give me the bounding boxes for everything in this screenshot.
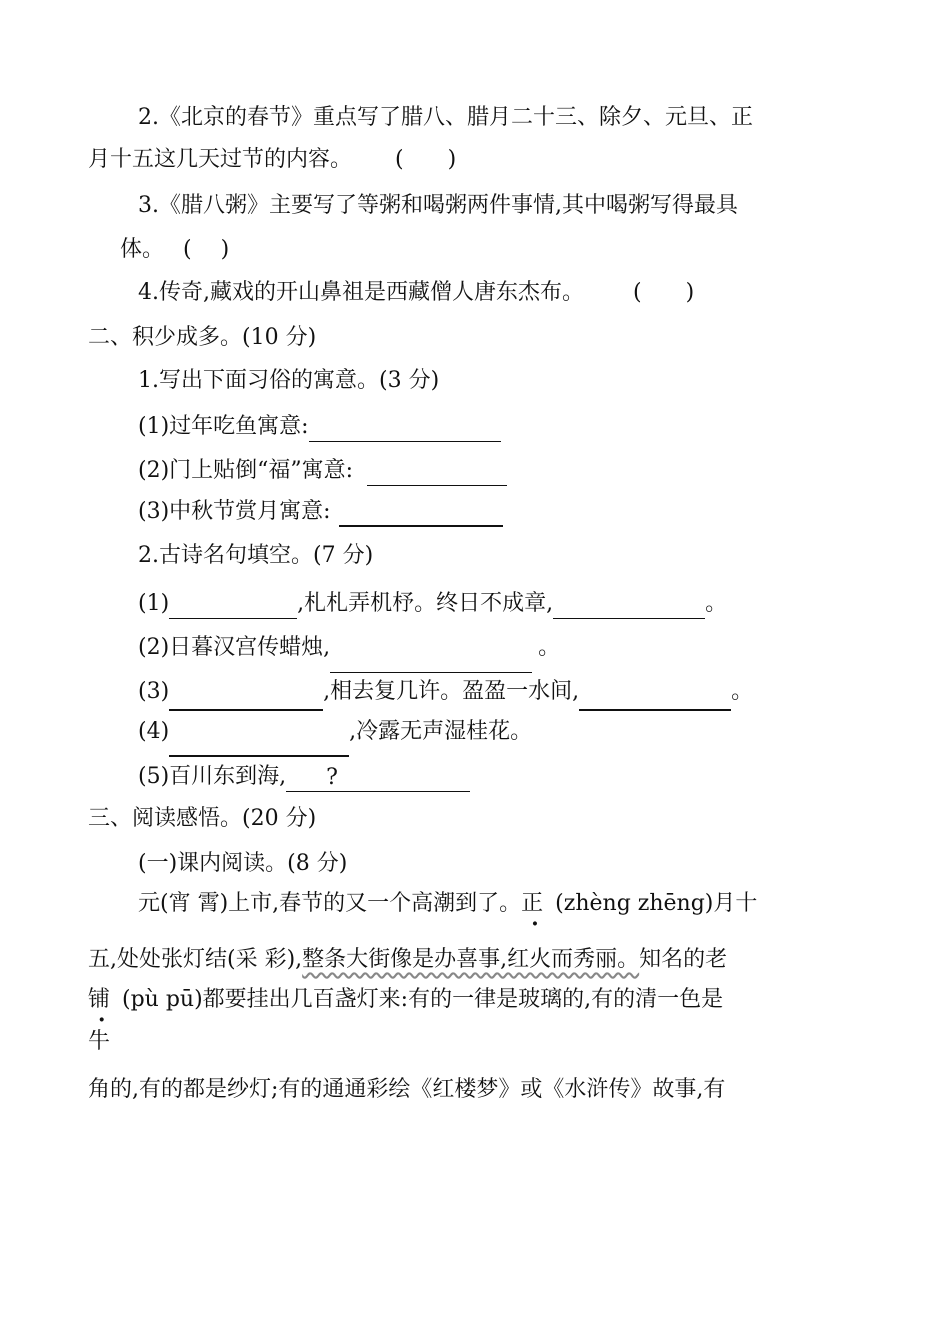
judge-q2-text: 月十五这几天过节的内容。 [88,147,353,172]
poem-item-2 [138,633,560,663]
wavy-underlined-sentence: 整条大街像是办喜事,红火而秀丽。 [302,947,640,972]
dotted-char: 正 [521,891,544,916]
passage-line-3 [88,985,723,1015]
judge-q3-line1: 3.《腊八粥》主要写了等粥和喝粥两件事情,其中喝粥写得最具 [138,193,738,218]
passage-text: 知名的老 [639,947,728,972]
custom-item-1 [138,412,501,442]
custom-item-label: (1)过年吃鱼寓意: [138,414,309,439]
passage-line-5: 角的,有的都是纱灯;有的通通彩绘《红楼梦》或《水浒传》故事,有 [88,1077,726,1102]
section2-q2-title: 2.古诗名句填空。(7 分) [138,543,374,568]
answer-blank[interactable] [367,461,507,486]
poem-label: (4) [138,719,170,744]
judge-q2-line1: 2.《北京的春节》重点写了腊八、腊月二十三、除夕、元旦、正 [138,105,753,130]
answer-blank[interactable] [169,685,323,711]
answer-paren[interactable]: ( ) [395,147,457,172]
judge-q3-line2 [120,235,229,265]
judge-q2-line2 [88,145,456,175]
passage-text: (pù pū)都要挂出几百盏灯来:有的一律是玻璃的,有的清一色是 [122,987,724,1012]
answer-blank[interactable] [309,417,501,442]
answer-blank[interactable] [339,501,503,527]
custom-item-label: (3)中秋节赏月寓意: [138,499,331,524]
poem-item-4 [138,717,532,747]
answer-paren[interactable]: ( ) [633,280,695,305]
passage-line-4: 牛 [88,1029,111,1054]
pinyin-choice: (zhèng zhēng)月十 [555,891,758,916]
answer-paren[interactable]: ( ) [183,237,230,262]
poem-text: (2)日暮汉宫传蜡烛, [138,635,331,660]
poem-label: (1) [138,591,170,616]
answer-blank[interactable] [169,731,349,757]
poem-text: 。 [731,679,754,704]
poem-text: ,札札弄机杼。终日不成章, [297,591,554,616]
judge-q4-line [138,278,694,308]
answer-blank[interactable] [553,594,705,619]
poem-item-5 [138,762,470,792]
answer-blank[interactable] [169,594,297,619]
poem-text: ,相去复几许。盈盈一水间, [323,679,580,704]
answer-blank[interactable] [579,685,731,711]
judge-q4-text: 4.传奇,藏戏的开山鼻祖是西藏僧人唐东杰布。 [138,280,584,305]
poem-text: 。 [538,635,561,660]
passage-text: 元(宵 霄)上市,春节的又一个高潮到了。 [138,891,522,916]
poem-text: ,冷露无声湿桂花。 [349,719,533,744]
judge-q3-text: 体。 [120,237,165,262]
poem-item-1 [138,589,727,619]
custom-item-2 [138,456,507,486]
poem-text: 。 [705,591,728,616]
question-mark: ? [326,765,338,790]
custom-item-3 [138,497,503,527]
custom-item-label: (2)门上贴倒“福”寓意: [138,458,354,483]
passage-text: 五,处处张灯结(采 彩), [88,947,303,972]
answer-blank[interactable] [330,648,532,673]
answer-blank[interactable] [286,767,470,792]
poem-text: (5)百川东到海, [138,764,287,789]
section2-title: 二、积少成多。(10 分) [88,325,317,350]
section3-subtitle: (一)课内阅读。(8 分) [138,851,348,876]
section2-q1-title: 1.写出下面习俗的寓意。(3 分) [138,368,440,393]
dotted-char: 铺 [88,987,111,1012]
section3-title: 三、阅读感悟。(20 分) [88,806,317,831]
poem-label: (3) [138,679,170,704]
passage-line-1 [138,889,757,919]
passage-line-2 [88,945,727,975]
poem-item-3 [138,677,753,707]
